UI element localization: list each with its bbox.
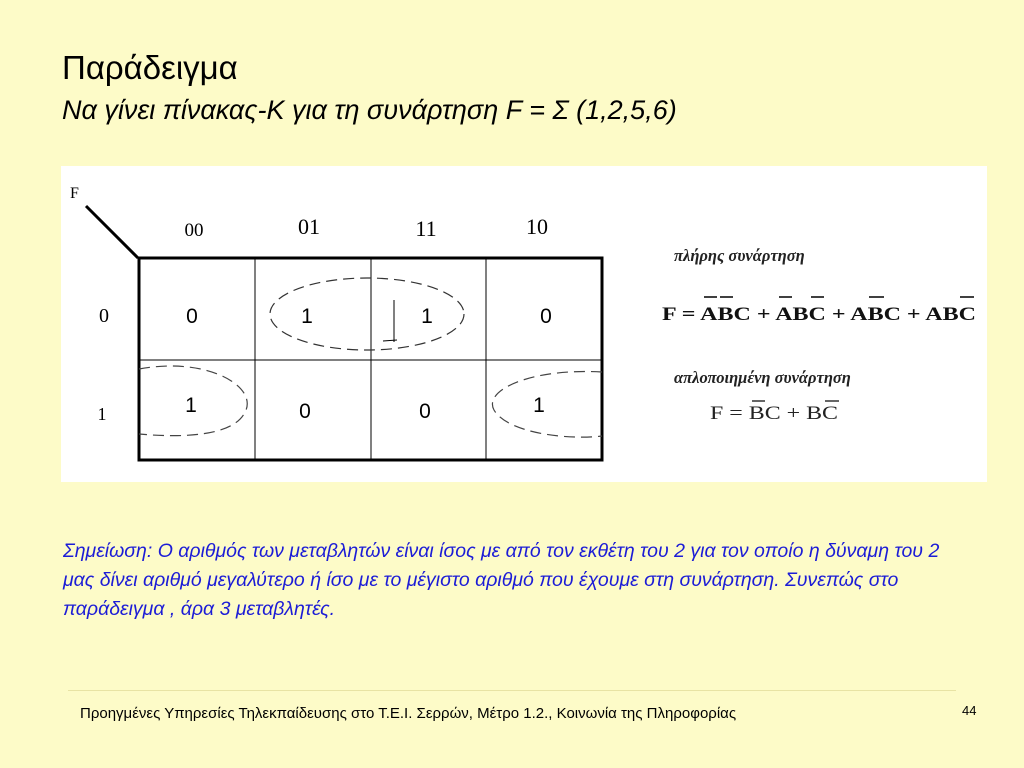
kmap-group-ellipse-right-wrap (492, 372, 602, 438)
kmap-col-header-10: 10 (526, 214, 548, 239)
kmap-group-ellipse-middle (270, 278, 464, 350)
karnaugh-map-figure (61, 166, 987, 482)
kmap-cell-r0-c2: 1 (421, 305, 433, 328)
kmap-cell-r0-c1: 1 (301, 305, 313, 328)
note-paragraph: Σημείωση: Ο αριθμός των μεταβλητών είναι ίσος με από τον εκθέτη του 2 για τον οποίο η δύναμη του 2 μας δίνει αριθμό μεγαλύτερο ή ίσο με το μέγιστο αριθμό που έχουμε στη συνάρτηση. Συνεπώς στο παράδειγμα , άρα 3 μεταβλητές. (63, 540, 940, 620)
full-function-expression: F = ABC + ABC + ABC + ABC (662, 304, 976, 325)
full-function-label: πλήρης συνάρτηση (674, 246, 805, 265)
text-cursor-mark (383, 340, 397, 341)
slide-subtitle: Να γίνει πίνακας-Κ για τη συνάρτηση F = Σ (1,2,5,6) (62, 95, 677, 125)
karnaugh-map-svg (61, 166, 987, 482)
kmap-corner-diagonal (86, 206, 138, 258)
footer-divider (68, 690, 956, 691)
kmap-cell-r0-c3: 0 (540, 305, 552, 328)
slide-title: Παράδειγμα (62, 49, 238, 86)
kmap-cell-r1-c2: 0 (419, 400, 431, 423)
simplified-function-expression: F = BC + BC (710, 403, 838, 424)
simplified-function-label: απλοποιημένη συνάρτηση (674, 368, 851, 387)
kmap-col-header-00: 00 (184, 220, 204, 241)
kmap-cell-r0-c0: 0 (186, 305, 198, 328)
footer-text: Προηγμένες Υπηρεσίες Τηλεκπαίδευσης στο Τ.Ε.Ι. Σερρών, Μέτρο 1.2., Κοινωνία της Πληροφορίας (80, 705, 737, 722)
page-number: 44 (962, 703, 977, 718)
kmap-col-header-11: 11 (415, 216, 437, 241)
kmap-row-header-0: 0 (99, 305, 109, 327)
kmap-row-header-1: 1 (97, 404, 107, 424)
kmap-corner-label: F (70, 185, 79, 202)
kmap-cell-r1-c3: 1 (533, 394, 545, 417)
kmap-cell-r1-c0: 1 (185, 394, 197, 417)
kmap-col-header-01: 01 (298, 214, 320, 239)
kmap-cell-r1-c1: 0 (299, 400, 311, 423)
